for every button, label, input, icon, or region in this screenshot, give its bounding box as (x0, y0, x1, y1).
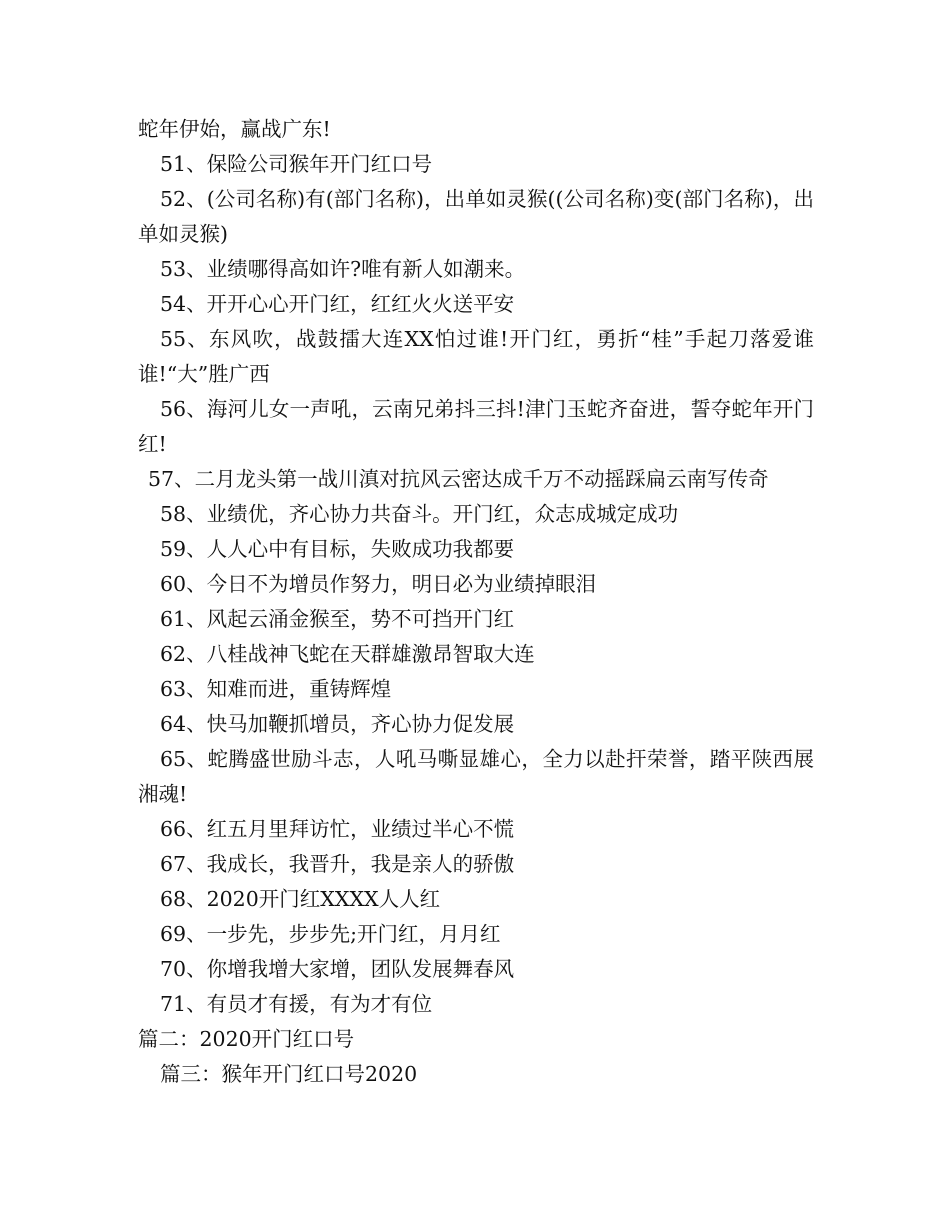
slogan-item-62: 62、八桂战神飞蛇在天群雄激昂智取大连 (160, 642, 535, 666)
slogan-item-65: 65、蛇腾盛世励斗志，人吼马嘶显雄心，全力以赴扞荣誉，踏平陕西展湘魂! (138, 747, 814, 806)
slogan-item-68: 68、2020开门红XXXX人人红 (160, 887, 441, 911)
document-body (138, 112, 814, 1092)
slogan-item-57: 57、二月龙头第一战川滇对抗风云密达成千万不动摇踩扁云南写传奇 (148, 467, 769, 491)
slogan-item-54: 54、开开心心开门红，红红火火送平安 (160, 292, 515, 316)
slogan-item-63: 63、知难而进，重铸辉煌 (160, 677, 392, 701)
slogan-item-70: 70、你增我增大家增，团队发展舞春风 (160, 957, 515, 981)
slogan-item-53: 53、业绩哪得高如许?唯有新人如潮来。 (160, 257, 526, 281)
slogan-item-71: 71、有员才有援，有为才有位 (160, 992, 433, 1016)
section-heading-part-two: 篇二：2020开门红口号 (138, 1027, 355, 1051)
slogan-item-51: 51、保险公司猴年开门红口号 (160, 152, 433, 176)
slogan-item-69: 69、一步先，步步先;开门红，月月红 (160, 922, 501, 946)
slogan-item-59: 59、人人心中有目标，失败成功我都要 (160, 537, 515, 561)
slogan-item-56: 56、海河儿女一声吼，云南兄弟抖三抖!津门玉蛇齐奋进，誓夺蛇年开门红! (138, 397, 814, 456)
slogan-item-66: 66、红五月里拜访忙，业绩过半心不慌 (160, 817, 515, 841)
slogan-item-67: 67、我成长，我晋升，我是亲人的骄傲 (160, 852, 515, 876)
slogan-item-61: 61、风起云涌金猴至，势不可挡开门红 (160, 607, 515, 631)
section-heading-part-three: 篇三：猴年开门红口号2020 (160, 1062, 418, 1086)
text-line: 蛇年伊始，赢战广东! (138, 117, 331, 141)
slogan-item-60: 60、今日不为增员作努力，明日必为业绩掉眼泪 (160, 572, 597, 596)
slogan-item-58: 58、业绩优，齐心协力共奋斗。开门红，众志成城定成功 (160, 502, 679, 526)
slogan-item-55: 55、东风吹，战鼓擂大连XX怕过谁!开门红，勇折“桂”手起刀落爱谁谁!“大”胜广西 (138, 327, 814, 386)
slogan-item-52: 52、(公司名称)有(部门名称)，出单如灵猴((公司名称)变(部门名称)，出单如灵猴) (138, 187, 814, 246)
slogan-item-64: 64、快马加鞭抓增员，齐心协力促发展 (160, 712, 515, 736)
